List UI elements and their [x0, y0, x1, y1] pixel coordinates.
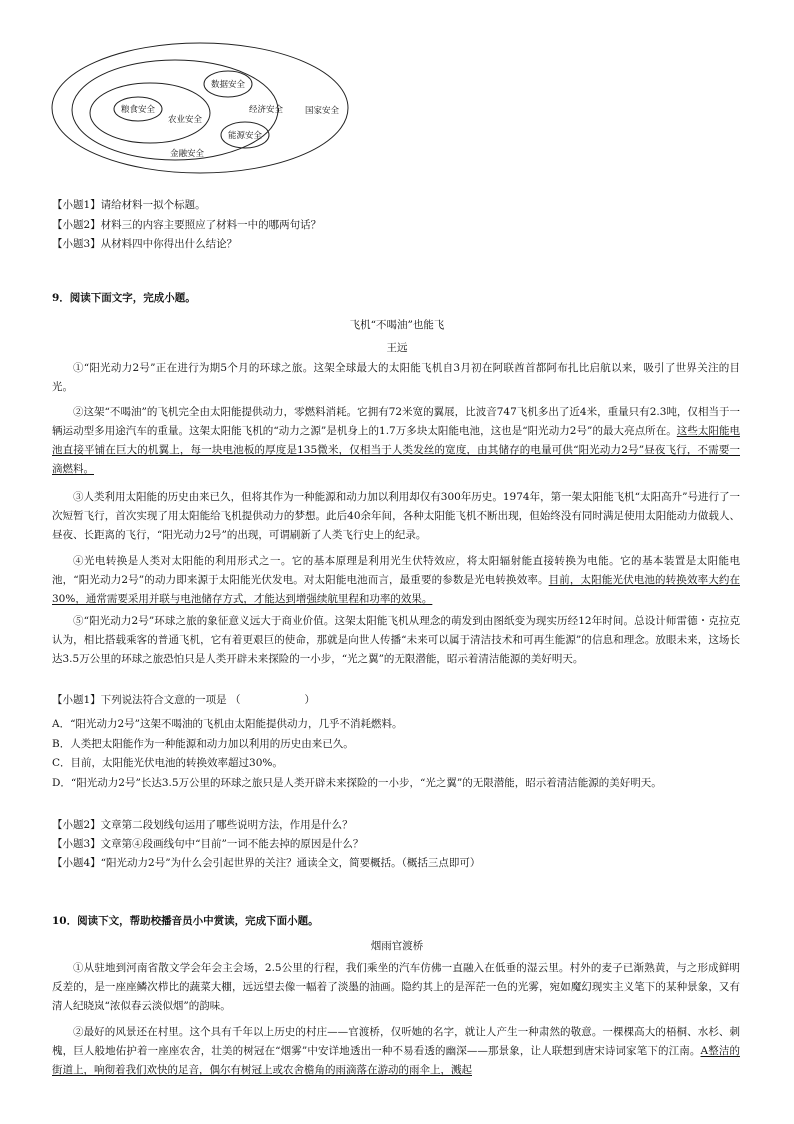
middle-ellipse — [72, 60, 278, 160]
q10-paragraph-1: ①从驻地到河南省散文学会年会主会场，2.5公里的行程，我们乘坐的汽车仿佛一直融入在低垂的湿云里。村外的麦子已渐熟黄，与之形成鲜明反差的，是一座座鳞次栉比的蔬菜大棚，远远望去像一幅着了淡墨的油画。隐约其上的是浑茫一色的光雾，宛如魔幻现实主义笔下的某种景象，又有清人纪晓岚“浓似春云淡似烟”的韵味。 — [52, 962, 740, 1012]
q9-subquestion-3: 【小题3】文章第④段画线句中“目前”一词不能去掉的原因是什么？ — [52, 838, 364, 850]
q9-subquestion-4: 【小题4】“阳光动力2号”为什么会引起世界的关注？通读全文，简要概括。（概括三点即可） — [52, 857, 481, 869]
q9-p4-text: ④光电转换是人类对太阳能的利用形式之一。它的基本原理是利用光生伏特效应，将太阳辐射能直接转换为电能。它的基本装置是太阳能电池，“阳光动力2号”的动力即来源于太阳能光伏发电。对太阳能电池而言，最重要的参数是光电转换效率。 — [52, 555, 740, 586]
q9-p4-underlined: 目前，太阳能光伏电池的转换效率大约在30%，通常需要采用并联与电池储存方式，才能达到增强续航里程和功率的效果。 — [52, 574, 740, 605]
label-agriculture-security: 农业安全 — [168, 115, 203, 125]
q9-option-c: C．目前，太阳能光伏电池的转换效率超过30%。 — [52, 757, 283, 769]
label-data-security: 数据安全 — [211, 80, 246, 90]
label-economy-security: 经济安全 — [249, 105, 284, 115]
q10-paragraph-2 — [52, 1023, 740, 1080]
q9-paragraph-4 — [52, 552, 740, 609]
q9-sub1-paren-close: ） — [304, 694, 316, 706]
q9-paragraph-1: ①“阳光动力2号”正在进行为期5个月的环球之旅。这架全球最大的太阳能飞机自3月初在阿联酋首都阿布扎比启航以来，吸引了世界关注的目光。 — [52, 362, 740, 393]
top-question-1: 【小题1】请给材料一拟个标题。 — [52, 199, 206, 211]
q9-option-a: A．“阳光动力2号”这架不喝油的飞机由太阳能提供动力，几乎不消耗燃料。 — [52, 718, 403, 730]
top-question-3: 【小题3】从材料四中你得出什么结论？ — [52, 238, 238, 250]
q9-article-title: 飞机“不喝油”也能飞 — [349, 319, 445, 331]
label-food-security: 粮食安全 — [121, 105, 156, 115]
q9-option-b: B．人类把太阳能作为一种能源和动力加以利用的历史由来已久。 — [52, 738, 354, 750]
q9-paragraph-2 — [52, 403, 740, 479]
q10-heading: 10．阅读下文，帮助校播音员小中赏读，完成下面小题。 — [52, 915, 319, 927]
q9-p2-text: ②这架“不喝油”的飞机完全由太阳能提供动力，零燃料消耗。它拥有72米宽的翼展，比波音747飞机多出了近4米，重量只有2.3吨，仅相当于一辆运动型多用途汽车的重量。这架太阳能飞机的“动力之源”是机身上的1.7万多块太阳能电池，这也是“阳光动力2号”的最大亮点所在。 — [52, 406, 740, 437]
label-energy-security: 能源安全 — [228, 131, 263, 141]
q9-sub1-text: 【小题1】下列说法符合文意的一项是 — [52, 694, 227, 706]
security-venn-svg — [50, 38, 360, 178]
q10-article-title: 烟雨官渡桥 — [370, 940, 424, 952]
top-question-2: 【小题2】材料三的内容主要照应了材料一中的哪两句话？ — [52, 219, 322, 231]
label-nation-security: 国家安全 — [305, 106, 340, 116]
q10-p2-text: ②最好的风景还在村里。这个具有千年以上历史的村庄——官渡桥，仅听她的名字，就让人产生一种肃然的敬意。一棵棵高大的梧桐、水杉、刺槐，巨人般地佑护着一座座农舍，壮美的树冠在“烟雾”中安详地透出一种不易看透的幽深——那景象，让人联想到唐宋诗词家笔下的江南。 — [52, 1026, 740, 1057]
security-diagram — [50, 38, 360, 178]
q9-paragraph-5: ⑤“阳光动力2号”环球之旅的象征意义远大于商业价值。这架太阳能飞机从理念的萌发到由图纸变为现实历经12年时间。总设计师雷德・克拉克认为，相比搭载乘客的普通飞机，它有着更艰巨的使命，那就是向世人传播“未来可以属于清洁技术和可再生能源”的信息和理念。放眼未来，这场长达3.5万公里的环球之旅恐怕只是人类开辟未来探险的一小步，“光之翼”的无限潜能，昭示着清洁能源的美好明天。 — [52, 615, 740, 665]
q9-p2-underlined: 这些太阳能电池直接平铺在巨大的机翼上，每一块电池板的厚度是135微米，仅相当于人类发丝的宽度，由其储存的电量可供“阳光动力2号”昼夜飞行，不需要一滴燃料。 — [52, 425, 740, 475]
q9-paragraph-3: ③人类利用太阳能的历史由来已久，但将其作为一种能源和动力加以利用却仅有300年历史。1974年，第一架太阳能飞机“太阳高升”号进行了一次短暂飞行，首次实现了用太阳能给飞机提供动力的梦想。此后40余年间，各种太阳能飞机不断出现，但始终没有同时满足使用太阳能动力做载人、昼夜、长距离的飞行，“阳光动力2号”的出现，可谓刷新了人类飞行史上的纪录。 — [52, 491, 740, 541]
q9-article-author: 王远 — [386, 342, 408, 354]
label-finance-security: 金融安全 — [170, 149, 205, 159]
q10-p2-underlined: A整洁的街道上，响彻着我们欢快的足音，偶尔有树冠上或农舍檐角的雨滴落在游动的雨伞上，溅起 — [52, 1045, 740, 1076]
q9-subquestion-1 — [52, 692, 315, 707]
q9-heading: 9．阅读下面文字，完成小题。 — [52, 292, 196, 304]
q9-sub1-paren-open: （ — [230, 694, 241, 706]
q9-option-d: D．“阳光动力2号”长达3.5万公里的环球之旅只是人类开辟未来探险的一小步，“光之翼”的无限潜能，昭示着清洁能源的美好明天。 — [52, 777, 662, 789]
q9-subquestion-2: 【小题2】文章第二段划线句运用了哪些说明方法，作用是什么？ — [52, 819, 353, 831]
